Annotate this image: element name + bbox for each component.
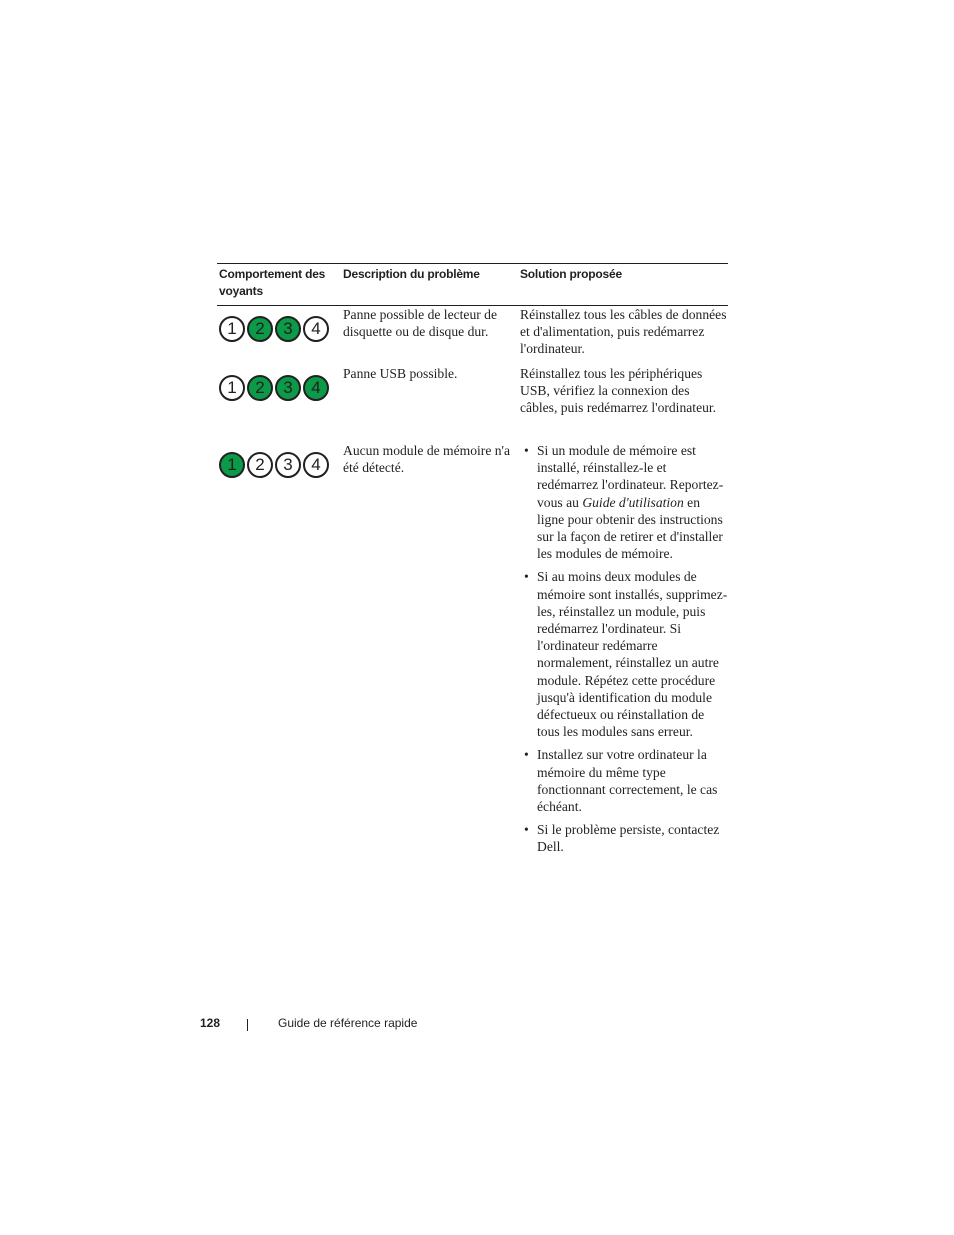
solution-bullet xyxy=(520,821,728,855)
problem-description: Aucun module de mémoire n'a été détecté. xyxy=(343,443,511,476)
diagnostic-light-1: 1 xyxy=(219,316,245,342)
diagnostic-light-3: 3 xyxy=(275,316,301,342)
diagnostic-light-2: 2 xyxy=(247,316,273,342)
problem-description: Panne possible de lecteur de disquette ou de disque dur. xyxy=(343,307,498,340)
footer-title: Guide de référence rapide xyxy=(278,1016,418,1030)
solution-text: Si un module de mémoire est installé, réinstallez-le et redémarrez l'ordinateur. Reportez-vous au xyxy=(537,443,724,510)
solution-guide-title: Guide d'utilisation xyxy=(582,494,684,510)
solution-text: Si le problème persiste, contactez Dell. xyxy=(537,822,720,855)
solution-text: Si au moins deux modules de mémoire sont installés, supprimez-les, réinstallez un module, puis redémarrez l'ordinateur. Si l'ordinateur redémarre normalement, réinstallez un autre module. Répétez cette procédure jusqu'à identification du module défectueux ou réinstallation de tous les modules sans erreur. xyxy=(537,569,728,740)
solution-bullet xyxy=(520,442,728,562)
table-top-rule xyxy=(217,263,728,264)
solution-bullet xyxy=(520,568,728,740)
header-light-behavior: Comportement des voyants xyxy=(219,267,326,298)
suggested-solution: Réinstallez tous les périphériques USB, vérifiez la connexion des câbles, puis redémarrez l'ordinateur. xyxy=(520,366,717,416)
page-number: 128 xyxy=(200,1016,221,1030)
diagnostic-lights xyxy=(219,452,331,478)
solution-text: Installez sur votre ordinateur la mémoire du même type fonctionnant correctement, le cas échéant. xyxy=(537,747,718,815)
diagnostic-light-1: 1 xyxy=(219,375,245,401)
header-suggested-solution: Solution proposée xyxy=(520,267,622,281)
header-problem-description: Description du problème xyxy=(343,267,480,281)
solution-bullet xyxy=(520,746,728,815)
diagnostic-lights xyxy=(219,375,331,401)
suggested-solution-list xyxy=(520,442,728,862)
diagnostic-light-1: 1 xyxy=(219,452,245,478)
suggested-solution: Réinstallez tous les câbles de données et d'alimentation, puis redémarrez l'ordinateur. xyxy=(520,307,727,357)
diagnostic-light-2: 2 xyxy=(247,452,273,478)
diagnostic-lights xyxy=(219,316,331,342)
diagnostic-light-4: 4 xyxy=(303,452,329,478)
diagnostic-light-4: 4 xyxy=(303,375,329,401)
diagnostic-light-3: 3 xyxy=(275,452,301,478)
solution-text: en ligne pour obtenir des instructions sur la façon de retirer et d'installer les modules de mémoire. xyxy=(537,494,723,562)
diagnostic-light-3: 3 xyxy=(275,375,301,401)
footer-separator xyxy=(247,1019,248,1031)
diagnostic-light-4: 4 xyxy=(303,316,329,342)
diagnostic-light-2: 2 xyxy=(247,375,273,401)
problem-description: Panne USB possible. xyxy=(343,366,458,381)
